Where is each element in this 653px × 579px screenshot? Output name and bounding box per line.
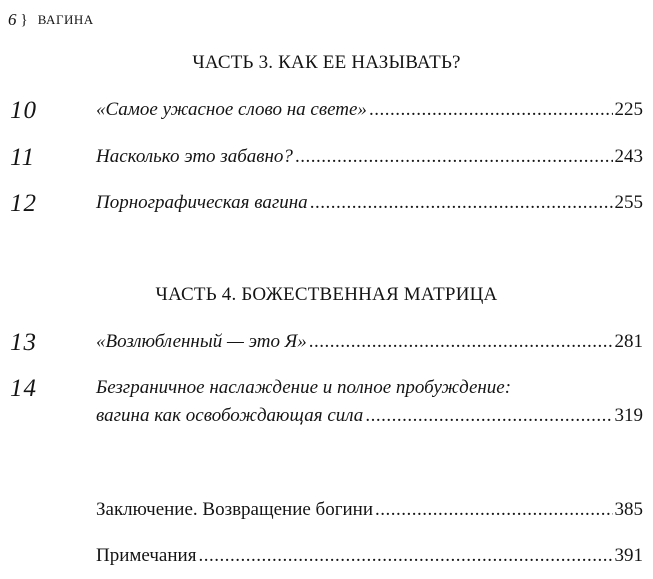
dot-leader xyxy=(309,331,613,353)
section-title: Заключение. Возвращение богини xyxy=(96,499,374,520)
chapter-number: 13 xyxy=(10,329,37,356)
page-ref: 391 xyxy=(614,545,643,566)
dot-leader xyxy=(198,545,612,567)
part-4-heading: ЧАСТЬ 4. БОЖЕСТВЕННАЯ МАТРИЦА xyxy=(155,284,498,305)
chapter-title: «Возлюбленный — это Я» xyxy=(96,331,307,352)
page-ref: 225 xyxy=(614,99,643,120)
section-title: Примечания xyxy=(96,545,197,566)
book-title: ВАГИНА xyxy=(37,12,94,27)
dot-leader xyxy=(365,405,612,427)
page-ref: 385 xyxy=(614,499,643,520)
toc-line xyxy=(96,331,643,353)
chapter-number: 14 xyxy=(10,375,37,402)
dot-leader xyxy=(369,99,613,121)
page-ref: 243 xyxy=(614,146,643,167)
chapter-title: Насколько это забавно? xyxy=(96,146,293,167)
toc-line xyxy=(96,192,643,214)
part-3-heading: ЧАСТЬ 3. КАК ЕЕ НАЗЫВАТЬ? xyxy=(192,52,461,73)
chapter-number: 12 xyxy=(10,190,37,217)
dot-leader xyxy=(375,499,612,521)
toc-line xyxy=(96,499,643,521)
toc-line xyxy=(96,545,643,567)
chapter-title: Порнографическая вагина xyxy=(96,192,308,213)
toc-line xyxy=(96,99,643,121)
running-header xyxy=(8,10,94,30)
chapter-number: 10 xyxy=(10,97,37,124)
chapter-number: 11 xyxy=(10,144,36,171)
toc-line xyxy=(96,405,643,427)
page-ref: 255 xyxy=(614,192,643,213)
chapter-title-line-1: Безграничное наслаждение и полное пробуждение: xyxy=(96,377,512,398)
chapter-title: «Самое ужасное слово на свете» xyxy=(96,99,367,120)
header-separator: } xyxy=(20,11,28,28)
page-ref: 319 xyxy=(614,405,643,426)
dot-leader xyxy=(310,192,613,214)
toc-line xyxy=(96,146,643,168)
dot-leader xyxy=(295,146,613,168)
page-ref: 281 xyxy=(614,331,643,352)
chapter-title-line-2: вагина как освобождающая сила xyxy=(96,405,364,426)
page-number: 6 xyxy=(8,10,17,29)
